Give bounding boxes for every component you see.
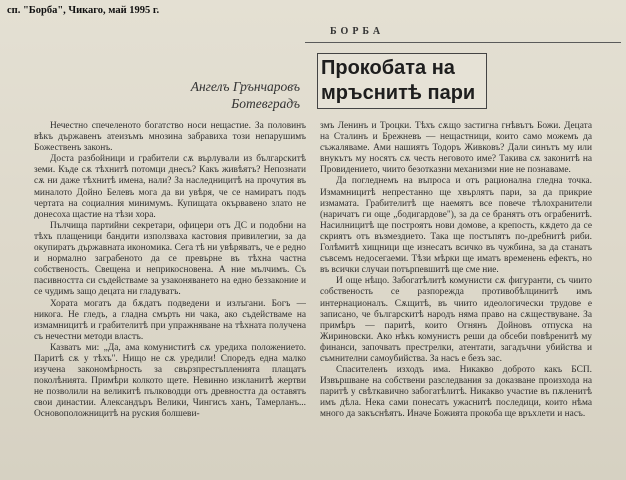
paragraph: Пълчища партийни секретари, офицери отъ ДС и подобни на тѣхъ плащеници бандити използваха кастовия привилегии, за да окупиратъ държавната икономика. Сега тѣ ни увѣряватъ, че е редно и нормално заграбеното да се превърне въ тѣхна частна собственость. Свещена и неприкосновена. А ние мълчимъ. Съ пасивността си съдействаме за узаконяването на едно беззаконие и се чудимъ защо децата ни гладуватъ. bbox=[34, 220, 306, 298]
paragraph: Казватъ ми: „Да, ама комуниститѣ сѫ уредиха положението. Паритѣ сѫ у тѣхъ". Нищо не сѫ уредили! Споредъ една малко изучена закономѣрность за свързпрестъпленията плащатъ поколѣнията. Примѣри колкото щете. Невинно изкланитѣ жертви не позволили на великитѣ пълководци отъ древността да оставятъ свои династии. Александъръ Велики, Чингисъ ханъ, Тамерланъ... Основоположницитѣ на руския болшеви- bbox=[34, 342, 306, 420]
header-rule bbox=[305, 42, 621, 43]
masthead: БОРБА bbox=[330, 26, 385, 37]
paragraph: И още нѣщо. Забогатѣлитѣ комунисти сѫ фигуранти, съ чиито собственость се разпорежда противобѣлцинитѣ имъ интернационалъ. Сѫщитѣ, въ чиито идеологически трудове е записано, че българскитѣ народъ няма право на сѫществуване. За примѣръ — паритѣ, които Огнянъ Дойновъ отпуска на Жириновски. Ако нѣкъ комунистъ реши да обсеби повѣренитѣ му финанси, започватъ престрелки, атентати, загадъчни убийства и съмнителни самоубийства. За насъ е безъ зас. bbox=[320, 276, 592, 364]
paragraph: Доста разбойници и грабители сѫ върлували из българскитѣ земи. Къде сѫ тѣхнитѣ потомци днесъ? Какъ живѣятъ? Непознати сѫ ни даже тѣхнитѣ имена, нали? За наследницитѣ на прочутия въ миналото Дойно Белевъ мога да ви увѣря, че се намиратъ подъ чертата на социалния минимумъ. Купищата окървавено злато не донесоха щастие на тѣзи хора. bbox=[34, 154, 306, 220]
paragraph: Хората могатъ да бѫдатъ подведени и излъгани. Богъ — никога. Не гледъ, а гладна смърть ни чака, ако съдействаме на измамницитѣ и грабителитѣ при упражняване на тѣхната получена съ нечестни методи властъ. bbox=[34, 298, 306, 342]
paragraph: Спасителенъ изходъ има. Никакво доброто какъ БСП. Извършване на собствени разследвания за доказване произхода на паритѣ у свѣткавично забогатѣлитѣ. Никакво участие въ пѫленитѣ имъ дѣла. Нека сами понесатъ ужаснитѣ последици, които нѣма много да закъснѣятъ. Иначе Божията прокоба ще връхлети и насъ. bbox=[320, 365, 592, 420]
paragraph: Да погледнемъ на въпроса и отъ рационална гледна точка. Измамницитѣ непрестанно ще хвърлятъ пари, за да прикрие измамата. Грабителитѣ ще наемятъ все повече тѣлохранители (наричатъ ги още „бодигардове"), за да се бранятъ отъ ограбенитѣ. Насилницитѣ ще построятъ нови домове, а крепость, кѫдето да се скриятъ отъ възмездието. Така ще постъпятъ по-дребнитѣ риби. Голѣмитѣ хищници ще изнесатъ всичко въ чужбина, за да станатъ съвсемъ недосегаеми. Тѣзи мѣрки ще иматъ временень ефектъ, но въ всички случаи потърпевшитѣ ще сме ние. bbox=[320, 176, 592, 276]
title-line-1: Прокобата на bbox=[321, 57, 455, 79]
right-column bbox=[320, 121, 592, 476]
title-line-2: мръснитѣ пари bbox=[321, 82, 476, 104]
author-name: Ангелъ Грънчаровъ bbox=[190, 79, 300, 94]
source-note: сп. "Борба", Чикаго, май 1995 г. bbox=[7, 5, 160, 16]
left-column bbox=[34, 121, 306, 476]
article-title bbox=[321, 56, 521, 106]
paragraph: змъ Ленинъ и Троцки. Тѣхъ сѫщо застигна гнѣвътъ Божи. Децата на Сталинъ и Брежневъ — нещастници, които само можемъ да съжаляваме. Ами нашиятъ Тодоръ Живковъ? Дали синътъ му или внукътъ му носятъ сѫ честь неговото име? Такива сѫ законитѣ на Провидението, чиито безотказни механизми ние не познаваме. bbox=[320, 121, 592, 176]
author-location: Ботевградъ bbox=[231, 96, 300, 111]
paragraph: Нечестно спечеленото богатство носи нещастие. За половинъ вѣкъ държавенъ атеизъмъ мнозина забравиха този непарушимъ Божественъ законъ. bbox=[34, 121, 306, 154]
